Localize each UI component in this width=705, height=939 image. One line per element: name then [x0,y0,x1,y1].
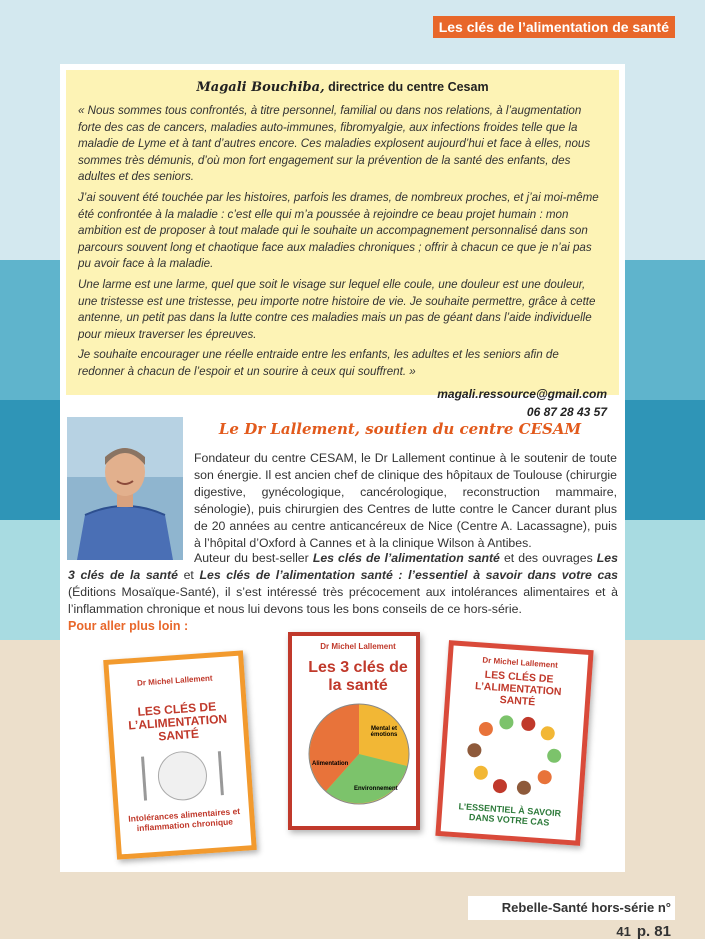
book-title: LES CLÉS DE L’ALIMENTATION SANTÉ [474,668,562,709]
book-author: Dr Michel Lallement [320,642,396,651]
book-cover-2 [288,632,420,830]
book-ref: Les clés de l’alimentation santé [312,551,500,565]
bio2-text: et [177,568,200,582]
book-title: LES CLÉS DE L’ALIMENTATION SANTÉ [127,699,228,744]
bio-paragraph-2 [68,550,618,618]
contact-phone: 06 87 28 43 57 [526,404,607,419]
book-ref: Les clés de l’alimentation santé : l’essentiel à savoir dans votre cas [199,568,619,582]
magazine-name: Rebelle-Santé hors-série n° 41 [501,900,671,939]
further-reading-label: Pour aller plus loin : [68,619,189,633]
book-ref: Les 3 clés de la santé [68,551,618,582]
quote-paragraph: Une larme est une larme, quel que soit le visage sur lequel elle coule, une douleur est une douleur, une tristesse est une tristesse, peu importe notre histoire de vie. Je souhaite permettre, grâce à cette antenne, un petit pas dans la lutte contre ces maladies mais un pas de géant dans l’aide individuelle pour mieux traverser les épreuves. [78,277,596,341]
book-cover-1 [103,650,257,859]
pie-label: Environnement [354,786,398,792]
book-subtitle: L’ESSENTIEL À SAVOIR DANS VOTRE CAS [458,801,562,828]
pie-label: Mental et émotions [370,726,398,738]
quote-paragraph: J’ai souvent été touchée par les histoires, parfois les drames, de nombreux proches, et j’ai moi-même été confrontée à la maladie : c’est elle qui m’a poussée à rejoindre ce beau projet humain : mon ambition est de proposer à tout malade qui le souhaite un accompagnement personnalisé dans son parcours souvent long et chaotique face aux maladies chroniques ; offrir à chacun ce que je n’ai pas pu avoir face à la maladie. [78,190,599,271]
bio2-text: Auteur du best-seller [194,551,313,565]
doctor-photo [67,417,183,560]
book-subtitle: Intolérances alimentaires et inflammation chronique [127,805,241,834]
quote-box [66,70,619,419]
bio2-text: (Éditions Mosaïque-Santé), il s’est intéressé très précocement aux intolérances alimentaires et à l’inflammation chronique et nous lui devons tous les bons conseils de ce hors-série. [68,585,618,616]
book-cover-3 [435,640,593,846]
page-number: p. 81 [636,923,671,939]
quote-paragraph: « Nous sommes tous confrontés, à titre personnel, familial ou dans nos relations, à l’augmentation forte des cas de cancers, maladies auto-immunes, fibromyalgie, aux infections froides telle que la maladie de Lyme et à tant d’autres encore. Ces maladies explosent aujourd’hui et face à elles, nous sommes très démunis, d’où mon fort engagement sur la prévention de la santé des enfants, des adultes et des seniors. [78,104,591,184]
book-title: Les 3 clés de la santé [308,659,408,694]
bio2-text: et des ouvrages [499,551,597,565]
bio-paragraph: Fondateur du centre CESAM, le Dr Lallement continue à le soutenir de toute son énergie. Il est ancien chef de clinique des hôpitaux de Toulouse (chirurgie digestive, gynécologique, cancérologique, reconstruction mammaire, sénologie), puis chirurgien des Centres de lutte contre le Cancer durant plus de 20 années au centre anticancéreux de Nice (Centre A. Lacassagne), puis à l’hôpital d’Oxford à Cannes et à la clinique Wilson à Antibes. [194,451,617,550]
quote-role: directrice du centre Cesam [328,80,489,94]
section-tag: Les clés de l’alimentation de santé [433,16,675,38]
quote-paragraph: Je souhaite encourager une réelle entraide entre les enfants, les adultes et les seniors afin de redonner à chacun de l’espoir et un sourire à ceux qui souffrent. » [78,348,559,378]
section-title: Le Dr Lallement, soutien du centre CESAM [218,420,582,438]
contact-email: magali.ressource@gmail.com [437,386,607,401]
quote-author: Magali Bouchiba, [196,80,325,95]
page-footer [468,896,675,939]
quote-header [78,80,607,95]
book-author: Dr Michel Lallement [482,655,559,670]
book-author: Dr Michel Lallement [136,673,213,688]
pie-label: Alimentation [312,761,349,767]
